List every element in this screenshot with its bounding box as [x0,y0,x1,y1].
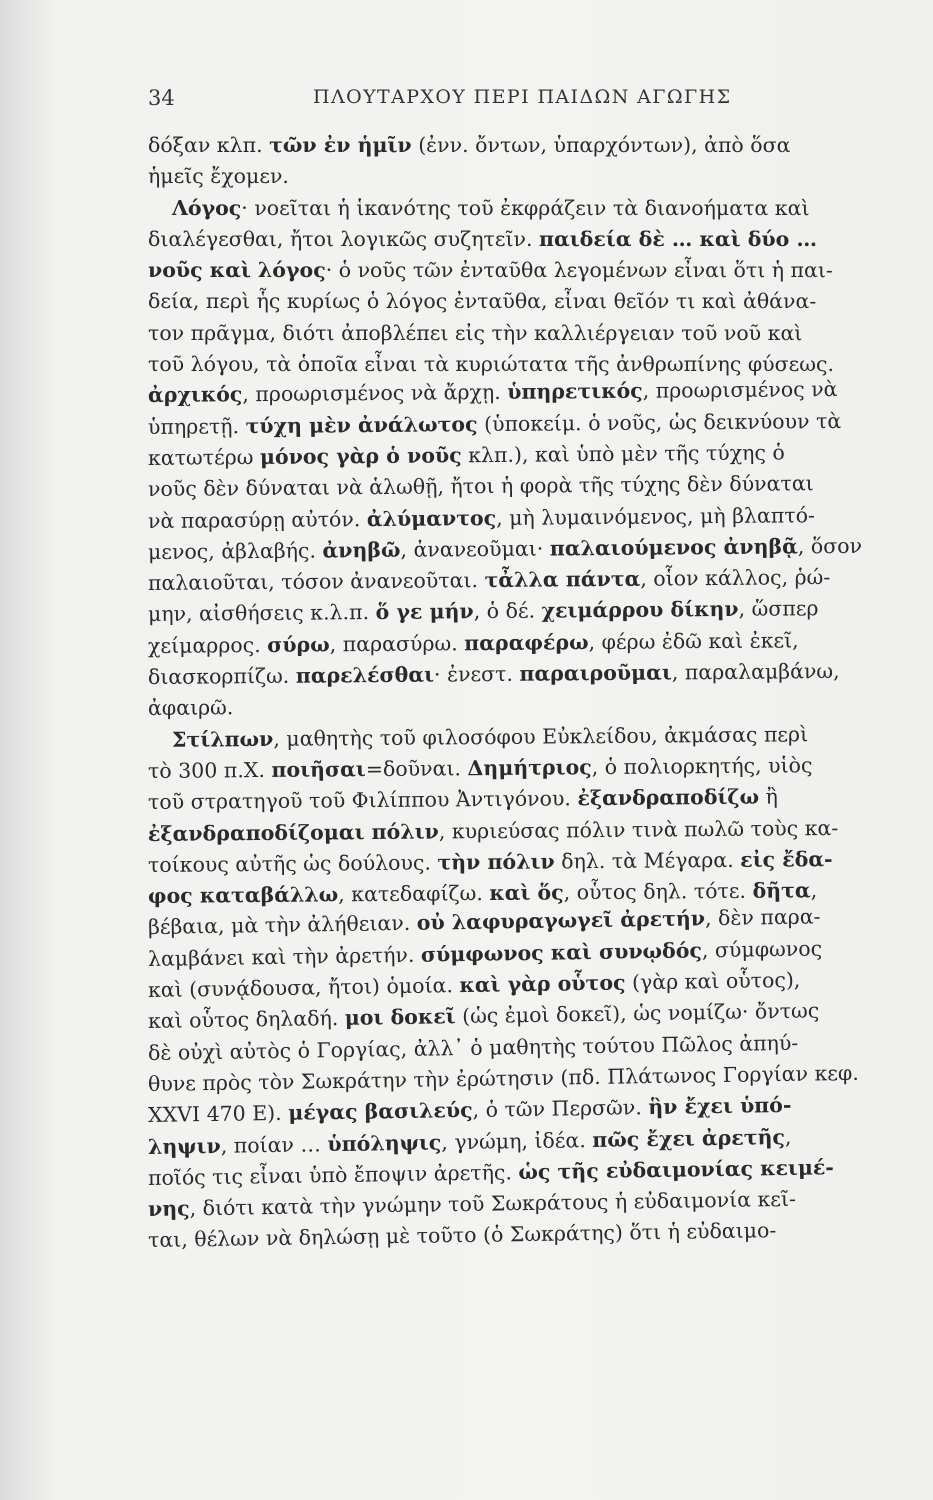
text-line: Λόγος· νοεῖται ἡ ἱκανότης τοῦ ἐκφράζειν τὰ διανοήματα καὶ [172,195,810,220]
text-line: καὶ οὗτος δηλαδή. μοι δοκεῖ (ὡς ἐμοὶ δοκεῖ), ὡς νομίζω· ὄντως [147,998,820,1034]
text-line: XXVI 470 E). μέγας βασιλεύς, ὁ τῶν Περσῶν. ἣν ἔχει ὑπό- [147,1093,792,1128]
text-line: διαλέγεσθαι, ἤτοι λογικῶς συζητεῖν. παιδεία δὲ … καὶ δύο … [148,226,817,251]
text-line: νης, διότι κατὰ τὴν γνώμην τοῦ Σωκράτους ἡ εὐδαιμονία κεῖ- [147,1186,797,1222]
text-line: τον πρᾶγμα, διότι ἀποβλέπει εἰς τὴν καλλιέργειαν τοῦ νοῦ καὶ [148,320,803,345]
text-line: βέβαια, μὰ τὴν ἀλήθειαν. οὐ λαφυραγωγεῖ ἀρετήν, δὲν παρα- [147,904,821,940]
running-title: ΠΛΟΥΤΑΡΧΟΥ ΠΕΡΙ ΠΑΙΔΩΝ ΑΓΩΓΗΣ [313,86,732,108]
text-line: κατωτέρω μόνος γὰρ ὁ νοῦς κλπ.), καὶ ὑπὸ μὲν τῆς τύχης ὁ [147,440,785,470]
text-line: ἀρχικός, προωρισμένος νὰ ἄρχῃ. ὑπηρετικός, προωρισμένος νὰ [147,377,838,408]
text-line: ται, θέλων νὰ δηλώσῃ μὲ τοῦτο (ὁ Σωκράτης) ὅτι ἡ εὐδαιμο- [147,1218,777,1253]
text-line: δόξαν κλπ. τῶν ἐν ἡμῖν (ἐνν. ὄντων, ὑπαρχόντων), ἀπὸ ὅσα [148,133,791,157]
text-line: νοῦς δὲν δύναται νὰ ἁλωθῇ, ἤτοι ἡ φορὰ τῆς τύχης δὲν δύναται [147,471,814,502]
text-line: ἀφαιρῶ. [147,695,234,721]
text-line: Στίλπων, μαθητὴς τοῦ φιλοσόφου Εὐκλείδου, ἀκμάσας περὶ [171,721,809,752]
text-line: τοῦ στρατηγοῦ τοῦ Φιλίππου Ἀντιγόνου. ἐξανδραποδίζω ἢ [147,784,778,815]
text-line: καὶ (συνᾴδουσα, ἤτοι) ὁμοία. καὶ γὰρ οὗτος (γὰρ καὶ οὗτος), [147,967,801,1003]
text-line: παλαιοῦται, τόσον ἀνανεοῦται. τἆλλα πάντα, οἷον κάλλος, ῥώ- [147,565,831,596]
commentary-text [148,130,893,1257]
text-line: ἐξανδραποδίζομαι πόλιν, κυριεύσας πόλιν τινὰ πωλῶ τοὺς κα- [147,815,839,846]
text-line: νοῦς καὶ λόγος· ὁ νοῦς τῶν ἐνταῦθα λεγομένων εἶναι ὅτι ἡ παι- [148,258,833,283]
page-number: 34 [148,86,175,110]
text-line: χείμαρρος. σύρω, παρασύρω. παραφέρω, φέρω ἐδῶ καὶ ἐκεῖ, [147,628,799,658]
text-line: φος καταβάλλω, κατεδαφίζω. καὶ ὅς, οὗτος δηλ. τότε. δῆτα, [147,878,818,909]
text-line: μενος, ἀβλαβής. ἀνηβῶ, ἀνανεοῦμαι· παλαιούμενος ἀνηβᾷ, ὅσον [147,533,863,564]
text-line: νὰ παρασύρῃ αὐτόν. ἀλύμαντος, μὴ λυμαινόμενος, μὴ βλαπτό- [147,502,816,533]
text-line: μην, αἰσθήσεις κ.λ.π. ὅ γε μήν, ὁ δέ. χειμάρρου δίκην, ὥσπερ [147,596,819,627]
text-line: τὸ 300 π.Χ. ποιῆσαι=δοῦναι. Δημήτριος, ὁ πολιορκητής, υἱὸς [147,753,813,783]
text-line: δεία, περὶ ἧς κυρίως ὁ λόγος ἐνταῦθα, εἶναι θεῖόν τι καὶ ἀθάνα- [148,289,817,314]
text-line: λαμβάνει καὶ τὴν ἀρετήν. σύμφωνος καὶ συνῳδός, σύμφωνος [147,936,823,971]
text-line: τοίκους αὐτῆς ὡς δούλους. τὴν πόλιν δηλ. τὰ Μέγαρα. εἰς ἔδα- [147,846,833,877]
text-line: ληψιν, ποίαν … ὑπόληψις, γνώμη, ἰδέα. πῶς ἔχει ἀρετῆς, [147,1124,792,1159]
text-line: ὑπηρετῇ. τύχη μὲν ἀνάλωτος (ὑποκείμ. ὁ νοῦς, ὡς δεικνύουν τὰ [147,408,842,439]
text-line: διασκορπίζω. παρελέσθαι· ἐνεστ. παραιροῦμαι, παραλαμβάνω, [147,659,840,690]
page-header [148,86,858,122]
text-line: θυνε πρὸς τὸν Σωκράτην τὴν ἐρώτησιν (πδ. Πλάτωνος Γοργίαν κεφ. [147,1060,859,1096]
text-line: ἡμεῖς ἔχομεν. [148,164,289,189]
text-line: δὲ οὐχὶ αὐτὸς ὁ Γοργίας, ἀλλ᾽ ὁ μαθητὴς τούτου Πῶλος ἀπηύ- [147,1030,799,1065]
text-line: ποῖός τις εἶναι ὑπὸ ἔποψιν ἀρετῆς. ὡς τῆς εὐδαιμονίας κειμέ- [147,1155,834,1190]
text-line: τοῦ λόγου, τὰ ὁποῖα εἶναι τὰ κυριώτατα τῆς ἀνθρωπίνης φύσεως. [148,352,834,377]
